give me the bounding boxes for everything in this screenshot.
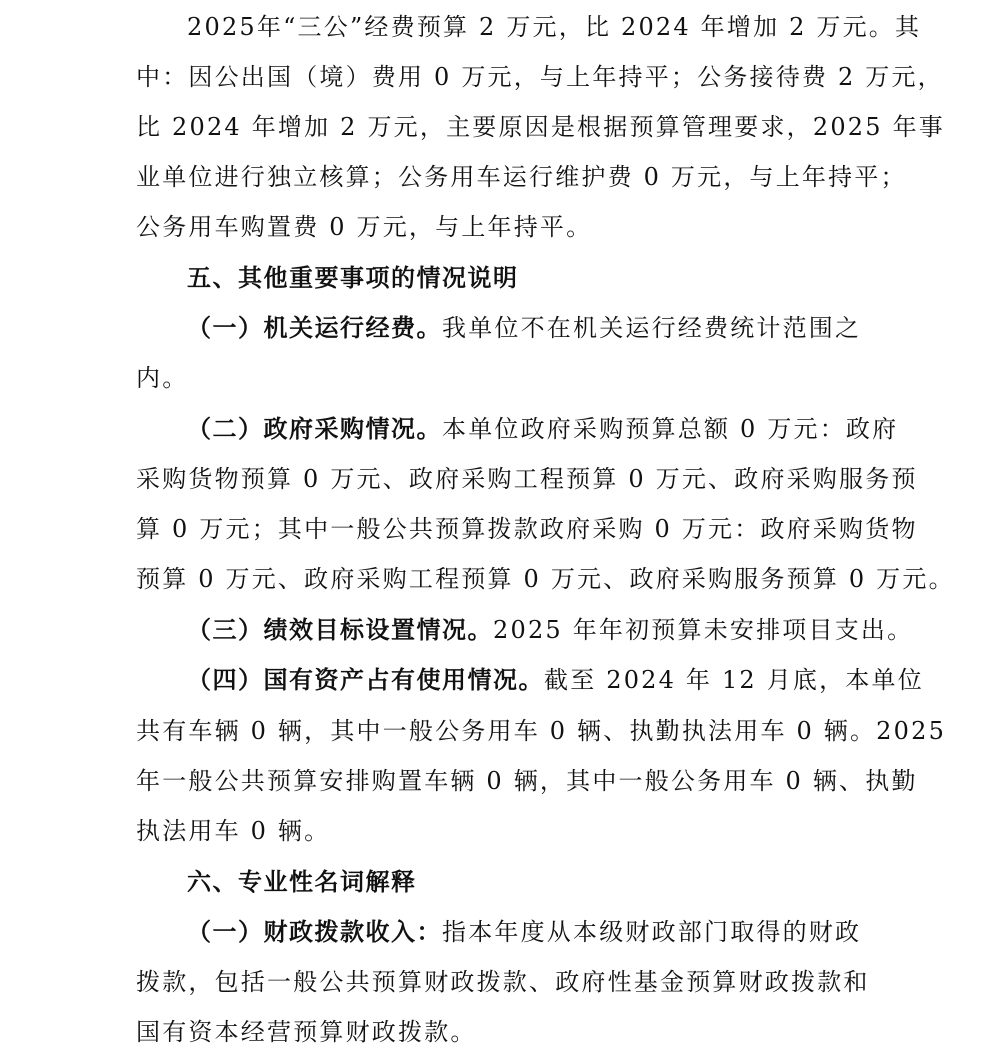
paragraph-line: 中：因公出国（境）费用 0 万元，与上年持平；公务接待费 2 万元，	[136, 63, 944, 91]
item-label: （三）绩效目标设置情况。	[187, 616, 493, 644]
paragraph-line: 执法用车 0 辆。	[136, 817, 331, 845]
section-heading: 五、其他重要事项的情况说明	[187, 264, 519, 292]
item-text: 我单位不在机关运行经费统计范围之	[442, 314, 862, 342]
paragraph-line: 预算 0 万元、政府采购工程预算 0 万元、政府采购服务预算 0 万元。	[136, 565, 955, 593]
item-label: （二）政府采购情况。	[187, 415, 442, 443]
paragraph-line: 国有资本经营预算财政拨款。	[136, 1018, 477, 1046]
paragraph-line: 年一般公共预算安排购置车辆 0 辆，其中一般公务用车 0 辆、执勤	[136, 767, 918, 795]
paragraph-line	[187, 917, 861, 947]
paragraph-line: 业单位进行独立核算；公务用车运行维护费 0 万元，与上年持平；	[136, 163, 907, 191]
paragraph-line: 共有车辆 0 辆，其中一般公务用车 0 辆、执勤执法用车 0 辆。2025	[136, 717, 947, 745]
paragraph-line: 采购货物预算 0 万元、政府采购工程预算 0 万元、政府采购服务预	[136, 465, 918, 493]
paragraph-line: 内。	[136, 364, 189, 392]
paragraph-line: 算 0 万元；其中一般公共预算拨款政府采购 0 万元：政府采购货物	[136, 515, 918, 543]
paragraph-line	[187, 313, 861, 343]
paragraph-line	[187, 665, 924, 695]
item-text: 本单位政府采购预算总额 0 万元：政府	[442, 415, 899, 443]
term-text: 指本年度从本级财政部门取得的财政	[442, 918, 862, 946]
section-heading: 六、专业性名词解释	[187, 868, 417, 896]
item-label: （四）国有资产占有使用情况。	[187, 666, 544, 694]
paragraph-line: 比 2024 年增加 2 万元，主要原因是根据预算管理要求，2025 年事	[136, 113, 945, 141]
term-label: （一）财政拨款收入：	[187, 918, 442, 946]
paragraph-line: 2025年“三公”经费预算 2 万元，比 2024 年增加 2 万元。其	[187, 13, 922, 41]
item-label: （一）机关运行经费。	[187, 314, 442, 342]
item-text: 截至 2024 年 12 月底，本单位	[544, 666, 924, 694]
item-text: 2025 年年初预算未安排项目支出。	[493, 616, 914, 644]
paragraph-line	[187, 414, 898, 444]
paragraph-line: 公务用车购置费 0 万元，与上年持平。	[136, 213, 593, 241]
paragraph-line: 拨款，包括一般公共预算财政拨款、政府性基金预算财政拨款和	[136, 968, 870, 996]
paragraph-line	[187, 615, 913, 645]
